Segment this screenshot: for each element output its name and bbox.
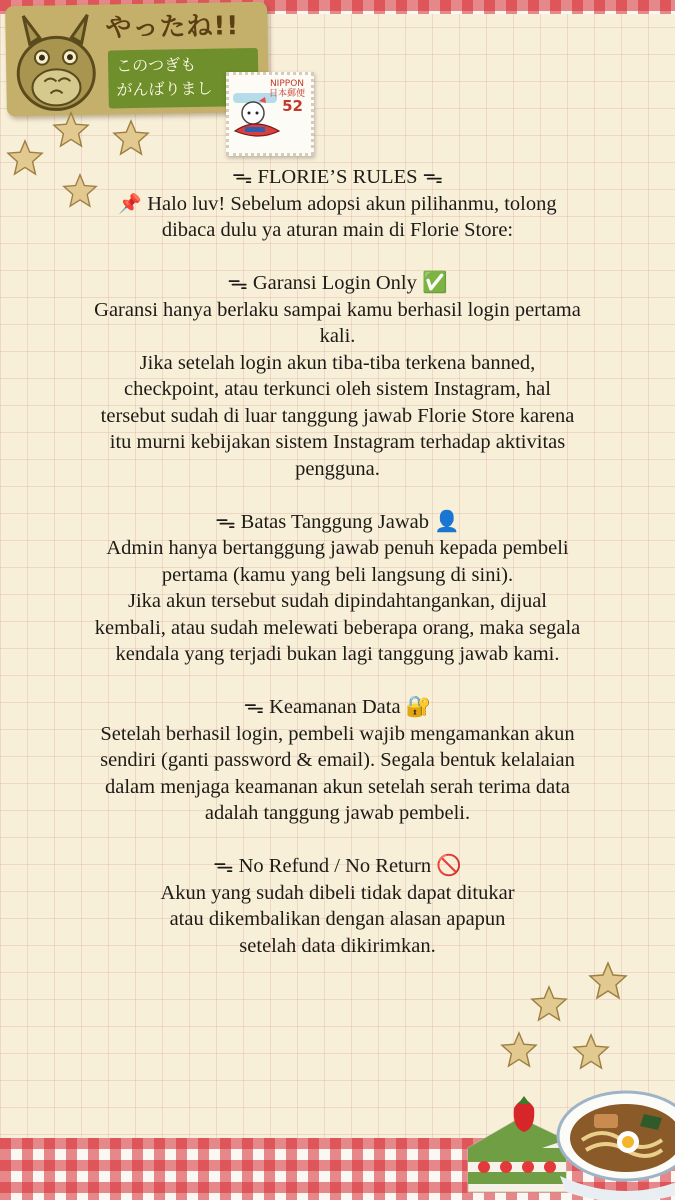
sticker-line-1: このつぎも xyxy=(115,54,197,76)
section-line: Garansi hanya berlaku sampai kamu berhasil login pertama xyxy=(94,298,581,321)
section-heading: ᯓ Garansi Login Only ✅ xyxy=(227,272,448,294)
section-line: setelah data dikirimkan. xyxy=(239,934,436,957)
section-line: Akun yang sudah dibeli tidak dapat ditukar xyxy=(160,881,515,904)
section-line: kembali, atau sudah melewati beberapa orang, maka segala xyxy=(94,616,581,639)
star-icon xyxy=(588,960,628,1000)
section-line: kali. xyxy=(319,325,356,347)
intro-line-1-text: Halo luv! Sebelum adopsi akun pilihanmu, tolong xyxy=(147,192,557,215)
section-line: tersebut sudah di luar tanggung jawab Florie Store karena xyxy=(100,404,575,427)
section-line: atau dikembalikan dengan alasan apapun xyxy=(169,908,506,930)
sticker-headline: やったね!! xyxy=(105,11,240,44)
stamp-brand xyxy=(269,79,305,99)
section-line: checkpoint, atau terkunci oleh sistem Instagram, hal xyxy=(124,378,551,400)
section-line: kendala yang terjadi bukan lagi tanggung jawab kami. xyxy=(115,643,560,665)
sticker-line-2: がんばりまし xyxy=(116,78,213,100)
star-icon xyxy=(112,118,150,156)
section-heading: ᯓ No Refund / No Return 🚫 xyxy=(213,855,462,877)
star-icon xyxy=(572,1032,610,1070)
star-icon xyxy=(530,984,568,1022)
section-line: Admin hanya bertanggung jawab penuh kepada pembeli xyxy=(106,537,569,559)
section-line: pengguna. xyxy=(295,457,380,480)
star-icon xyxy=(52,110,90,148)
section-line: adalah tanggung jawab pembeli. xyxy=(204,802,471,824)
intro-line-2: dibaca dulu ya aturan main di Florie Store: xyxy=(161,219,514,241)
section-heading: ᯓ Batas Tanggung Jawab 👤 xyxy=(215,510,460,533)
section-line: itu murni kebijakan sistem Instagram terhadap aktivitas xyxy=(109,431,566,453)
section-line: pertama (kamu yang beli langsung di sini). xyxy=(161,563,514,586)
stamp-brand-jp: 日本郵便 xyxy=(268,89,305,99)
section-line: Setelah berhasil login, pembeli wajib mengamankan akun xyxy=(100,722,575,745)
star-icon xyxy=(500,1030,538,1068)
postage-stamp xyxy=(226,72,314,156)
ramen-bowl-icon xyxy=(556,1080,675,1200)
rules-content xyxy=(18,164,657,959)
stamp-brand-en: NIPPON xyxy=(269,79,305,89)
section-line: Jika akun tersebut sudah dipindahtangankan, dijual xyxy=(127,590,547,612)
intro-line-1 xyxy=(18,191,657,218)
section-line: dalam menjaga keamanan akun setelah serah terima data xyxy=(104,775,570,798)
rules-title: ᯓ FLORIE’S RULES ᯓ xyxy=(232,166,443,188)
pin-icon: 📌 xyxy=(118,192,143,215)
stamp-value: 52 xyxy=(282,97,303,115)
section-line: sendiri (ganti password & email). Segala bentuk kelalaian xyxy=(100,749,575,771)
totoro-icon xyxy=(9,9,103,113)
section-line: Jika setelah login akun tiba-tiba terkena banned, xyxy=(139,351,536,374)
section-heading: ᯓ Keamanan Data 🔐 xyxy=(243,696,432,718)
